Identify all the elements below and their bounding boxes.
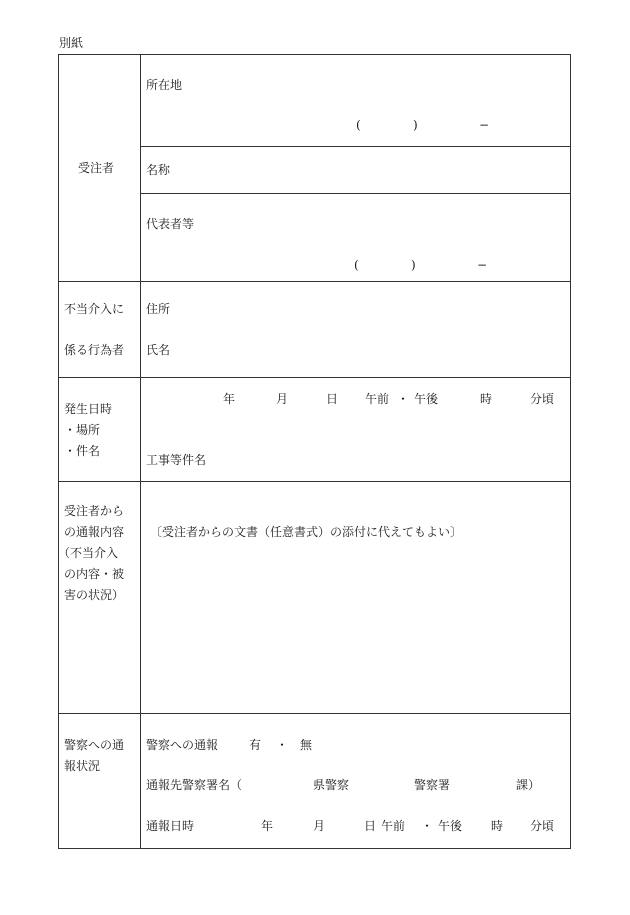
actor-name-label: 氏名 (146, 343, 171, 357)
occurrence-day: 日 (326, 392, 339, 406)
occurrence-month: 月 (276, 392, 289, 406)
police-report-yes: 有 (249, 738, 262, 752)
phone-open-paren: ( (356, 118, 361, 132)
rep-phone-close-paren: ) (411, 258, 416, 272)
contractor-section-label: 受注者 (78, 161, 115, 175)
section-divider (58, 481, 571, 482)
station-prefecture: 県警察 (313, 778, 350, 792)
report-label-2: の通報内容 (64, 525, 125, 539)
rep-phone-open-paren: ( (354, 258, 359, 272)
representative-label: 代表者等 (146, 217, 195, 231)
occurrence-separator: ・ (397, 392, 410, 406)
report-separator: ・ (421, 819, 434, 833)
report-pm: 午後 (438, 819, 463, 833)
police-label-1: 警察への通 (64, 738, 125, 752)
occurrence-year: 年 (223, 392, 236, 406)
report-note: 〔受注者からの文書（任意書式）の添付に代えてもよい〕 (150, 525, 463, 539)
address-label: 住所 (146, 302, 171, 316)
report-label-3: （不当介入 (58, 546, 119, 560)
police-report-label: 警察への通報 (146, 738, 219, 752)
report-label-5: 害の状況） (64, 588, 125, 602)
border-right (570, 54, 571, 848)
phone-close-paren: ) (413, 118, 418, 132)
report-year: 年 (261, 819, 274, 833)
name-label: 名称 (146, 163, 171, 177)
occurrence-hour: 時 (480, 392, 493, 406)
actor-section-label-1: 不当介入に (64, 302, 125, 316)
border-top (58, 54, 571, 55)
report-am: 午前 (381, 819, 406, 833)
report-hour: 時 (491, 819, 504, 833)
section-divider (58, 377, 571, 378)
station-name: 警察署 (414, 778, 451, 792)
report-label-1: 受注者から (64, 504, 125, 518)
column-divider (140, 54, 141, 848)
police-report-no: 無 (300, 738, 313, 752)
report-minute: 分頃 (530, 819, 555, 833)
actor-section-label-2: 係る行為者 (64, 343, 125, 357)
report-day: 日 (364, 819, 377, 833)
section-divider (58, 713, 571, 714)
location-label: 所在地 (146, 78, 183, 92)
station-label: 通報先警察署名（ (146, 778, 243, 792)
border-bottom (58, 848, 571, 849)
report-month: 月 (313, 819, 326, 833)
occurrence-am: 午前 (365, 392, 390, 406)
report-label-4: の内容・被 (64, 567, 125, 581)
row-divider (140, 193, 571, 194)
occurrence-label-3: ・件名 (64, 444, 101, 458)
phone-dash: − (479, 118, 490, 132)
police-label-2: 報状況 (64, 759, 101, 773)
border-left (58, 54, 59, 848)
project-label: 工事等件名 (146, 453, 207, 467)
row-divider (140, 146, 571, 147)
occurrence-minute: 分頃 (530, 392, 555, 406)
rep-phone-dash: − (477, 258, 488, 272)
occurrence-label-1: 発生日時 (64, 402, 113, 416)
occurrence-pm: 午後 (414, 392, 439, 406)
station-division: 課） (516, 778, 541, 792)
police-report-separator: ・ (276, 738, 289, 752)
occurrence-label-2: ・場所 (64, 423, 101, 437)
report-date-label: 通報日時 (146, 819, 195, 833)
section-divider (58, 281, 571, 282)
page-label: 別紙 (59, 36, 84, 50)
